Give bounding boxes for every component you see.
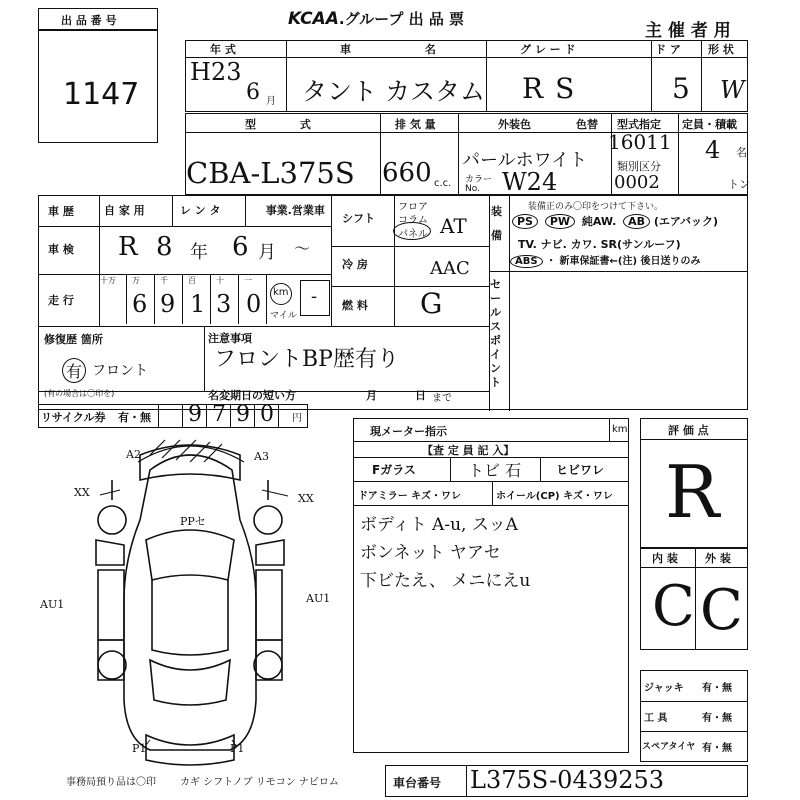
capacity-label: 定員・積載 (682, 118, 737, 131)
grade-label: グ レ ー ド (520, 43, 576, 56)
evaluation-score: R (665, 450, 720, 534)
crack-label: ヒビワレ (556, 463, 605, 477)
interior-value: C (652, 574, 695, 639)
digit-label-10: 十 (216, 276, 224, 285)
meter-label: 現メーター指示 (370, 425, 447, 438)
shape-label: 形 状 (708, 43, 734, 56)
history-option-rental: レ ン タ (179, 204, 221, 217)
digit-label-10k: 万 (132, 276, 140, 285)
digit-label-1k: 千 (160, 276, 168, 285)
mark-right-top: XX (298, 492, 314, 505)
glass-label: Fガラス (372, 463, 416, 477)
notes-value: フロントBP歴有り (214, 347, 399, 372)
kcaa-logo: KCAA (288, 9, 339, 29)
inspector-line-2: ボンネット ヤアセ (360, 543, 501, 563)
inspection-label: 車 検 (48, 243, 74, 256)
mirror-label: ドアミラー キズ・ワレ (358, 491, 461, 502)
inspection-month: 6 (232, 232, 249, 262)
recycle-digit-4: 0 (260, 402, 274, 427)
mark-ppa: PPセ (180, 515, 206, 528)
title-text: .グループ 出 品 票 (338, 10, 465, 28)
recycle-label: リサイクル券 (41, 411, 106, 424)
mileage-digit-2: 9 (160, 290, 176, 318)
mark-a3: A3 (254, 450, 269, 463)
inspection-year: 8 (156, 232, 173, 262)
inspection-year-suffix: 年 (190, 242, 208, 263)
km-label: km (273, 287, 289, 298)
name-label: 車 名 (340, 43, 436, 56)
notes-label: 注意事項 (208, 332, 252, 345)
aircon-label: 冷 房 (342, 258, 368, 271)
color-no-label: カラー No. (465, 175, 493, 194)
model-designation-value: 16011 (608, 130, 672, 154)
inspector-line-1: ボディト A-u, スッA (360, 515, 518, 535)
lot-label: 出 品 番 号 (61, 14, 117, 27)
exterior-label: 外 装 (705, 552, 731, 565)
repair-value: フロント (92, 363, 148, 379)
jack-label: ジャッキ (644, 683, 684, 694)
ps-option: PS (512, 214, 538, 229)
evaluation-label: 評 価 点 (668, 424, 709, 437)
category-value: 0002 (614, 172, 660, 193)
shift-value: AT (440, 214, 467, 238)
load-unit: トン (728, 178, 750, 191)
spare-option: 有・無 (702, 743, 732, 754)
recycle-digit-2: 7 (212, 402, 226, 427)
equipment-note: 装備正のみ〇印をつけて下さい。 (528, 202, 664, 212)
abs-option: ABS (510, 255, 543, 268)
mark-p1-right: P1 (230, 742, 245, 755)
capacity-unit: 名 (736, 146, 747, 159)
wheel-label: ホイール(CP) キズ・ワレ (496, 491, 613, 502)
recycle-digit-3: 9 (236, 402, 250, 427)
name-change-label: 名変期日の短い方 (208, 389, 296, 402)
repair-label: 修復歴 箇所 (44, 333, 103, 346)
year-label: 年 式 (210, 43, 236, 56)
mileage-digit-4: 3 (216, 290, 232, 318)
capacity-value: 4 (705, 136, 721, 164)
mark-a2: A2 (126, 448, 141, 461)
interior-label: 内 装 (652, 552, 678, 565)
shift-option-panel: パネル (398, 229, 428, 240)
equipment-line2: TV. ナビ. カワ. SR(サンルーフ) (518, 238, 681, 251)
mileage-digit-1: 6 (132, 290, 148, 318)
model-value: CBA-L375S (186, 156, 355, 190)
name-change-until: まで (432, 393, 452, 404)
digit-label-1: 一 (244, 276, 252, 285)
recycle-unit: 円 (292, 413, 302, 424)
history-option-private: 自 家 用 (104, 204, 145, 217)
lot-number: 1147 (63, 77, 140, 112)
model-designation-label: 型式指定 (617, 118, 661, 131)
displacement-value: 660 (382, 158, 432, 188)
office-items: カギ シフトノブ リモコン ナビロム (180, 777, 339, 788)
month-suffix: 月 (266, 96, 276, 107)
shift-option-column: コラム (398, 215, 428, 226)
warranty-text: ・ 新車保証書←(注) 後日送りのみ (546, 256, 701, 267)
exterior-value: C (700, 578, 743, 643)
inspector-line-3: 下ビたえ、 メニにえu (360, 571, 531, 591)
model-label: 型 式 (245, 118, 311, 131)
chassis-value: L375S-0439253 (470, 766, 665, 794)
recycle-option: 有・無 (118, 411, 151, 424)
mile-value: - (311, 286, 318, 307)
tools-option: 有・無 (702, 713, 732, 724)
mark-left-top: XX (74, 486, 90, 499)
fuel-label: 燃 料 (342, 299, 368, 312)
repair-sub: (有の場合は〇印を) (44, 389, 115, 398)
year-value: H23 (190, 58, 242, 86)
door-value: 5 (672, 72, 690, 105)
color-no-value: W24 (502, 168, 558, 196)
recycle-digit-1: 9 (188, 402, 202, 427)
jack-option: 有・無 (702, 683, 732, 694)
inspector-label: 【査 定 員 記 入】 (422, 444, 515, 457)
shift-option-floor: フロア (398, 202, 428, 213)
grade-value: RS (522, 72, 587, 105)
name-change-day: 日 (415, 389, 426, 402)
digit-label-100k: 十万 (100, 276, 116, 285)
chassis-label: 車台番号 (393, 776, 442, 790)
airbag-text: (エアバック) (653, 215, 719, 228)
door-label: ド ア (655, 43, 681, 56)
car-name-value: タント カスタム (302, 77, 485, 106)
tools-label: 工 具 (644, 713, 668, 724)
mileage-label: 走 行 (48, 294, 74, 307)
sales-point-label: セールスポイント (490, 278, 501, 389)
name-change-month: 月 (366, 389, 377, 402)
mileage-digit-3: 1 (190, 290, 206, 318)
equipment-label: 装 備 (491, 205, 502, 242)
category-label: 類別区分 (617, 160, 661, 173)
history-label: 車 歴 (48, 205, 74, 218)
shape-value: W (720, 76, 745, 104)
repaint-label: 色替 (576, 118, 598, 131)
glass-value: トビ 石 (468, 461, 522, 480)
spare-label: スペアタイヤ (642, 742, 696, 752)
mark-p1-left: P1 (132, 742, 147, 755)
shift-label: シフト (342, 212, 375, 225)
repair-mark: 有 (62, 358, 86, 383)
inspection-month-suffix: 月 (258, 242, 276, 263)
office-note: 事務局預り品は〇印 (66, 777, 156, 788)
mark-right-mid: AU1 (306, 592, 331, 605)
digit-label-100: 百 (188, 276, 196, 285)
displacement-unit: c.c. (434, 178, 452, 189)
exterior-color-label: 外装色 (498, 118, 531, 131)
mark-left-mid: AU1 (40, 598, 65, 611)
mileage-digit-5: 0 (246, 290, 262, 318)
fuel-value: G (420, 287, 443, 320)
color-value: パールホワイト (462, 150, 588, 171)
mile-label: マイル (270, 311, 297, 321)
inspection-dash: 〜 (294, 239, 311, 258)
pw-option: PW (545, 214, 575, 229)
organizer-label: 主 催 者 用 (645, 21, 731, 41)
inspection-era: R (118, 232, 138, 262)
month-value: 6 (246, 80, 260, 105)
aircon-value: AAC (430, 258, 470, 279)
history-option-business: 事業.営業車 (265, 204, 325, 217)
alloy-wheel-option: 純AW. (581, 215, 617, 228)
airbag-option: AB (623, 214, 650, 229)
displacement-label: 排 気 量 (395, 118, 436, 131)
meter-unit: km (612, 424, 628, 435)
